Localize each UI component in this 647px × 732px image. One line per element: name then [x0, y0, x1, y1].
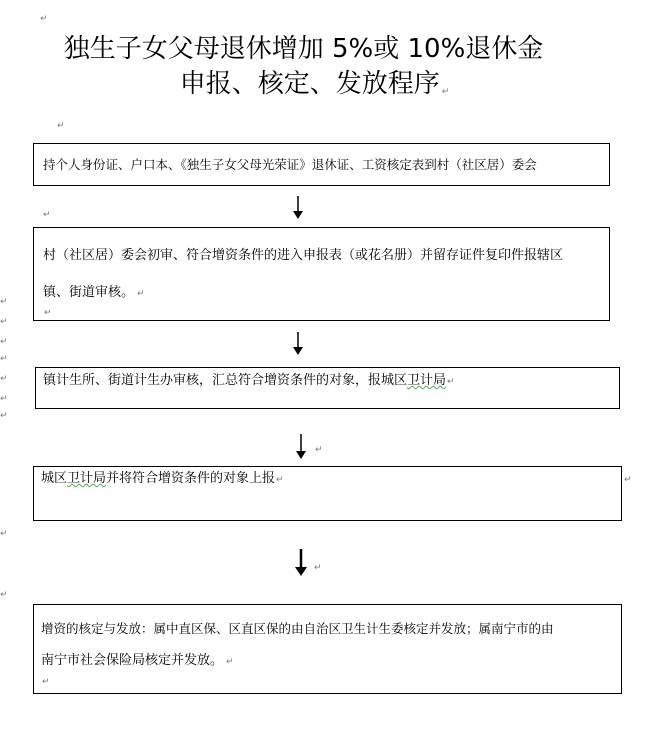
step-1-box	[33, 143, 610, 186]
step-4-box	[33, 466, 622, 521]
paragraph-mark: ↵	[447, 377, 455, 387]
paragraph-mark: ↵	[276, 475, 284, 485]
down-arrow-icon	[295, 434, 307, 460]
paragraph-mark: ↵	[0, 297, 8, 307]
paragraph-mark: ↵	[315, 445, 323, 455]
step-2-text-line2-content: 镇、街道审核。	[43, 285, 135, 300]
paragraph-mark: ↵	[57, 121, 65, 131]
step-4-text-start: 城区	[41, 471, 68, 486]
down-arrow-icon	[292, 196, 304, 220]
step-3-text-underlined: 卫计局	[407, 373, 447, 388]
step-4-text-end: 并将符合增资条件的对象上报	[106, 471, 276, 486]
step-4-text	[41, 469, 283, 488]
paragraph-mark: ↵	[441, 87, 450, 97]
step-3-text	[43, 371, 454, 390]
paragraph-mark: ↵	[314, 563, 322, 573]
document-title-line2-text: 申报、核定、发放程序	[179, 69, 440, 99]
down-arrow-icon	[292, 332, 304, 356]
paragraph-mark: ↵	[0, 337, 8, 347]
step-2-text-line1: 村（社区居）委会初审、符合增资条件的进入申报表（或花名册）并留存证件复印件报辖区	[43, 248, 564, 263]
step-3-text-main: 镇计生所、街道计生办审核，汇总符合增资条件的对象，报城区	[43, 373, 408, 388]
paragraph-mark: ↵	[43, 210, 51, 220]
down-arrow-icon	[294, 549, 308, 577]
paragraph-mark: ↵	[44, 308, 52, 318]
step-2-text-line2	[43, 283, 145, 302]
paragraph-mark: ↵	[624, 475, 632, 485]
paragraph-mark: ↵	[0, 374, 8, 384]
step-5-text-line2	[41, 651, 234, 670]
document-title-line2	[0, 70, 637, 99]
paragraph-mark: ↵	[0, 354, 8, 364]
paragraph-mark: ↵	[137, 289, 145, 299]
step-2-box	[33, 227, 610, 321]
step-5-text-line2-content: 南宁市社会保险局核定并发放。	[41, 653, 224, 668]
paragraph-mark: ↵	[0, 411, 8, 421]
step-5-text-line1: 增资的核定与发放：属中直区保、区直区保的由自治区卫生计生委核定并发放；属南宁市的由	[41, 621, 554, 636]
step-5-box	[33, 604, 622, 694]
paragraph-mark: ↵	[0, 394, 8, 404]
document-title-line1: 独生子女父母退休增加 5%或 10%退休金	[63, 34, 544, 64]
paragraph-mark: ↵	[0, 590, 8, 600]
step-1-text: 持个人身份证、户口本、《独生子女父母光荣证》退休证、工资核定表到村（社区居）委会	[43, 157, 537, 172]
paragraph-mark: ↵	[0, 317, 8, 327]
paragraph-mark: ↵	[226, 657, 234, 667]
paragraph-mark: ↵	[40, 14, 48, 24]
step-4-text-underlined: 卫计局	[67, 471, 107, 486]
paragraph-mark: ↵	[0, 529, 8, 539]
step-3-box	[35, 367, 620, 409]
paragraph-mark: ↵	[42, 677, 50, 687]
